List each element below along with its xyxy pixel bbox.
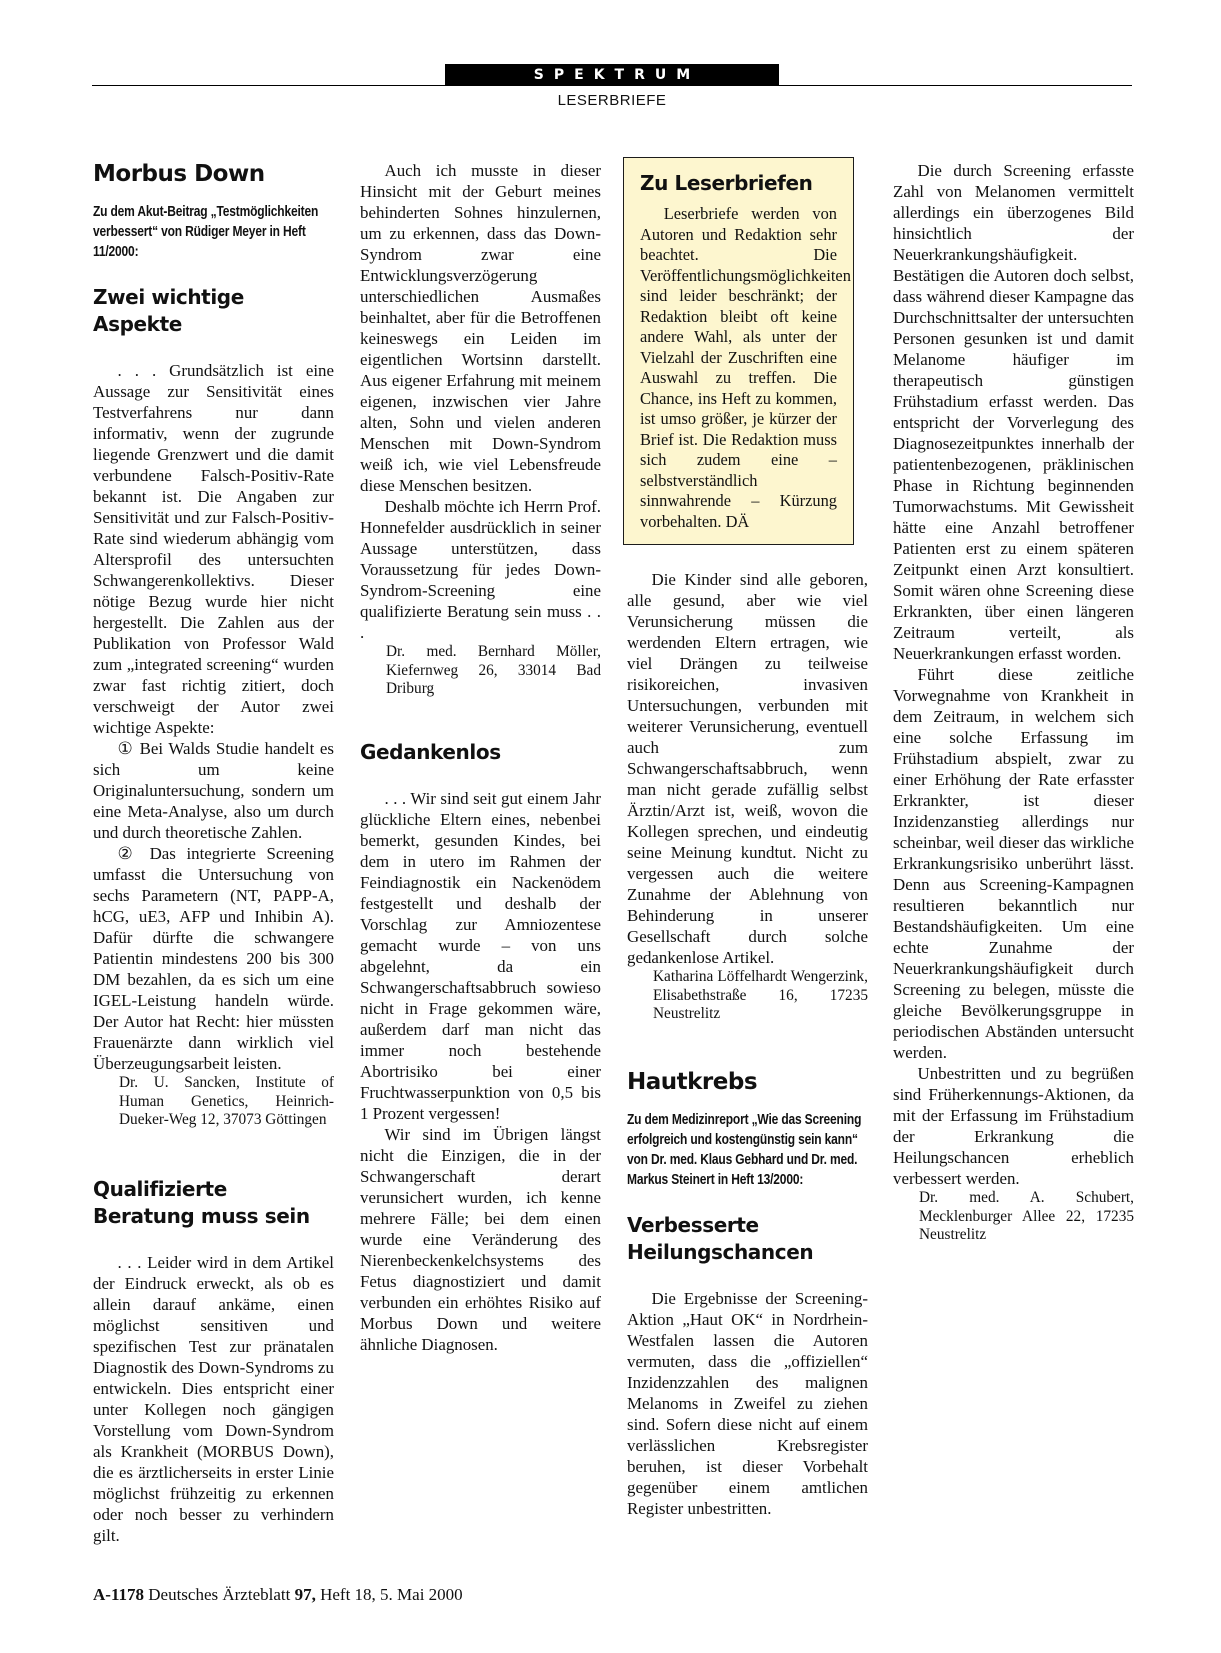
page-footer: [93, 1585, 463, 1605]
paragraph: Die Ergebnisse der Screening-Aktion „Haut OK“ in Nordrhein-Westfalen lassen die Autoren vermuten, dass die „offiziellen“ Inzidenzzahlen des malignen Melanoms in Zweifel zu ziehen sind. Sofern diese nicht auf einem verlässlichen Krebsregister beruhen, ist dieser Vorbehalt gegenüber einem amtlichen Register unbestritten.: [627, 1288, 868, 1518]
paragraph: Deshalb möchte ich Herrn Prof. Honnefelder ausdrücklich in seiner Aussage unterstützen, dass Voraussetzung für jedes Down-Syndrom-Screening eine qualifizierte Beratung sein muss . . .: [360, 497, 601, 642]
paragraph: Die Kinder sind alle geboren, alle gesund, aber wie viel Verunsicherung müssen die werdenden Eltern ertragen, wie viel Drängen zu teilweise risikoreichen, invasiven Untersuchungen, verbunden mit weiterer Verunsicherung, eventuell auch zum Schwangerschaftsabbruch, wenn man nicht gerade zufällig selbst Ärztin/Arzt ist, weiß, wovon die Kollegen sprechen, und eindeutig seine Meinung kundtut. Nicht zu vergessen auch die weitere Zunahme der Ablehnung von Behinderung in unserer Gesellschaft durch solche gedankenlose Artikel.: [627, 570, 868, 967]
paragraph: . . . Leider wird in dem Artikel der Eindruck erweckt, als ob es allein darauf ankäme, einen möglichst sensitiven und spezifischen Test zur pränatalen Diagnostik des Down-Syndroms zu entwickeln. Dies entspricht einer unter Kollegen noch gängigen Vorstellung vom Down-Syndrom als Krankheit (MORBUS Down), die es ärztlicherseits in erster Linie möglichst frühzeitig zu erkennen oder noch besser zu verhindern gilt.: [93, 1252, 334, 1545]
signature: Katharina Löffelhardt Wengerzink, Elisabethstraße 16, 17235 Neustrelitz: [653, 968, 868, 1022]
info-box-title: Zu Leserbriefen: [640, 171, 813, 195]
paragraph: ② Das integrierte Screening umfasst die Untersuchung von sechs Parametern (NT, PAPP-A, hCG, uE3, AFP und Inhibin A). Dafür dürfte die schwangere Patientin mindestens 200 bis 300 DM bezahlen, da es sich um eine IGEL-Leistung handeln würde. Der Autor hat Recht: hier müssten Frauenärzte dann wirklich viel Überzeugungsarbeit leisten.: [93, 844, 334, 1073]
journal-issue: Heft 18, 5. Mai 2000: [320, 1585, 463, 1604]
info-box-text: Leserbriefe werden von Autoren und Redaktion sehr beachtet. Die Veröffentlichungsmöglichkeiten sind leider beschränkt; der Redaktion bleibt oft keine andere Wahl, als unter der Vielzahl der Zuschriften eine Auswahl zu treffen. Die Chance, ins Heft zu kommen, ist umso größer, je kürzer der Brief ist. Die Redaktion muss sich zudem eine – selbstverständlich sinnwahrende – Kürzung vorbehalten. DÄ: [640, 204, 851, 531]
column-3: [627, 160, 868, 1519]
journal-name: Deutsches Ärzteblatt: [148, 1585, 291, 1604]
letter-heading-heilungschancen: Verbesserte Heilungschancen: [627, 1212, 814, 1264]
paragraph: . . . Grundsätzlich ist eine Aussage zur Sensitivität eines Testverfahrens nur dann informativ, wenn der zugrunde liegende Grenzwert und die damit verbundene Falsch-Positiv-Rate bekannt ist. Die Angaben zur Sensitivität und zur Falsch-Positiv-Rate sind wiederum abhängig vom Altersprofil des untersuchten Schwangerenkollektivs. Dieser nötige Bezug wurde hier nicht hergestellt. Die Zahlen aus der Publikation von Professor Wald zum „integrated screening“ wurden zwar fast richtig zitiert, doch verschweigt der Autor zwei wichtige Aspekte:: [93, 361, 334, 737]
column-4: [893, 160, 1134, 1245]
page-number: A-1178: [93, 1585, 144, 1604]
paragraph: Auch ich musste in dieser Hinsicht mit der Geburt meines behinderten Sohnes hinzulernen, um zu erkennen, dass das Down-Syndrom zwar eine Entwicklungsverzögerung unterschiedlichen Ausmaßes beinhaltet, aber für die Betroffenen keineswegs ein Leiden im eigentlichen Wortsinn darstellt. Aus eigener Erfahrung mit meinem eigenen, inzwischen vier Jahre alten, Sohn und vielen anderen Menschen mit Down-Syndrom weiß ich, wie viel Lebensfreude diese Menschen besitzen.: [360, 161, 601, 495]
info-box: [623, 157, 854, 545]
paragraph: Die durch Screening erfasste Zahl von Melanomen vermittelt allerdings ein überzogenes Bild hinsichtlich der Neuerkrankungshäufigkeit. Bestätigen die Autoren doch selbst, dass während dieser Kampagne das Durchschnittsalter der untersuchten Personen gesunken ist und damit Melanome häufiger im therapeutisch günstigen Frühstadium erfasst werden. Das entspricht der Vorverlegung des Diagnosezeitpunktes innerhalb der patientenbezogenen, präklinischen Phase in Richtung beginnenden Tumorwachstums. Mit Gewissheit hätte eine Anzahl betroffener Patienten erst zu einem späteren Zeitpunkt einen Arzt konsultiert. Somit wären ohne Screening diese Erkrankten, über einen längeren Zeitraum verteilt, als Neuerkrankungen erfasst worden.: [893, 161, 1134, 663]
paragraph: Wir sind im Übrigen längst nicht die Einzigen, die in der Schwangerschaft derart verunsichert wurden, ich kenne mehrere Fälle; bei dem einen wurde eine Veränderung des Nierenbeckenkelchsystems des Fetus diagnostiziert und damit verbunden ein erhöhtes Risiko auf Morbus Down und weitere ähnliche Diagnosen.: [360, 1124, 601, 1354]
letter-heading-gedankenlos: Gedankenlos: [360, 739, 501, 764]
column-1: [93, 160, 334, 1546]
paragraph: ① Bei Walds Studie handelt es sich um keine Originaluntersuchung, sondern um eine Meta-Analyse, also um durch und durch theoretische Zahlen.: [93, 739, 334, 842]
article-title-morbus-down: Morbus Down: [93, 161, 265, 187]
journal-volume: 97,: [294, 1585, 316, 1604]
article-intro-morbus-down: Zu dem Akut-Beitrag „Testmöglichkeiten verbessert“ von Rüdiger Meyer in Heft 11/2000:: [93, 204, 319, 260]
paragraph: . . . Wir sind seit gut einem Jahr glückliche Eltern eines, nebenbei bemerkt, gesunden Kindes, bei dem in utero im Rahmen der Feindiagnostik ein Nackenödem festgestellt und deshalb der Vorschlag zur Amniozentese gemacht wurde – von uns abgelehnt, da ein Schwangerschaftsabbruch sowieso nicht in Frage gekommen wäre, außerdem darf man nicht das immer noch bestehende Abortrisiko bei einer Fruchtwasserpunktion von 0,5 bis 1 Prozent vergessen!: [360, 788, 601, 1123]
signature: Dr. med. Bernhard Möller, Kiefernweg 26, 33014 Bad Driburg: [386, 643, 601, 697]
signature: Dr. med. A. Schubert, Mecklenburger Allee 22, 17235 Neustrelitz: [919, 1189, 1134, 1243]
signature: Dr. U. Sancken, Institute of Human Genetics, Heinrich-Dueker-Weg 12, 37073 Göttingen: [119, 1074, 334, 1128]
article-intro-hautkrebs: Zu dem Medizinreport „Wie das Screening erfolgreich und kostengünstig sein kann“ von Dr. med. Klaus Gebhard und Dr. med. Markus Steinert in Heft 13/2000:: [627, 1111, 862, 1188]
column-2: [360, 160, 601, 1355]
letter-heading-beratung: Qualifizierte Beratung muss sein: [93, 1176, 310, 1228]
section-label: SPEKTRUM: [445, 64, 779, 86]
paragraph: Unbestritten und zu begrüßen sind Früherkennungs-Aktionen, da mit der Erfassung im Frühstadium der Erkrankung die Heilungschancen erheblich verbessert werden.: [893, 1064, 1134, 1188]
subsection-label: LESERBRIEFE: [557, 92, 667, 109]
paragraph: Führt diese zeitliche Vorwegnahme von Krankheit in dem Zeitraum, in welchem sich eine solche Erfassung im Frühstadium abspielt, zwar zu einer Erhöhung der Rate erfasster Erkrankter, ist dieser Inzidenzanstieg allerdings nur scheinbar, weil dieser das wirkliche Erkrankungsrisiko unberührt lässt. Denn aus Screening-Kampagnen resultieren bekanntlich nur Bestandshäufigkeiten. Um eine echte Zunahme der Neuerkrankungshäufigkeit durch Screening zu belegen, müsste die gleiche Bevölkerungsgruppe in periodischen Abständen untersucht werden.: [893, 665, 1134, 1062]
article-title-hautkrebs: Hautkrebs: [627, 1068, 758, 1095]
letter-heading-aspekte: Zwei wichtige Aspekte: [93, 285, 244, 336]
